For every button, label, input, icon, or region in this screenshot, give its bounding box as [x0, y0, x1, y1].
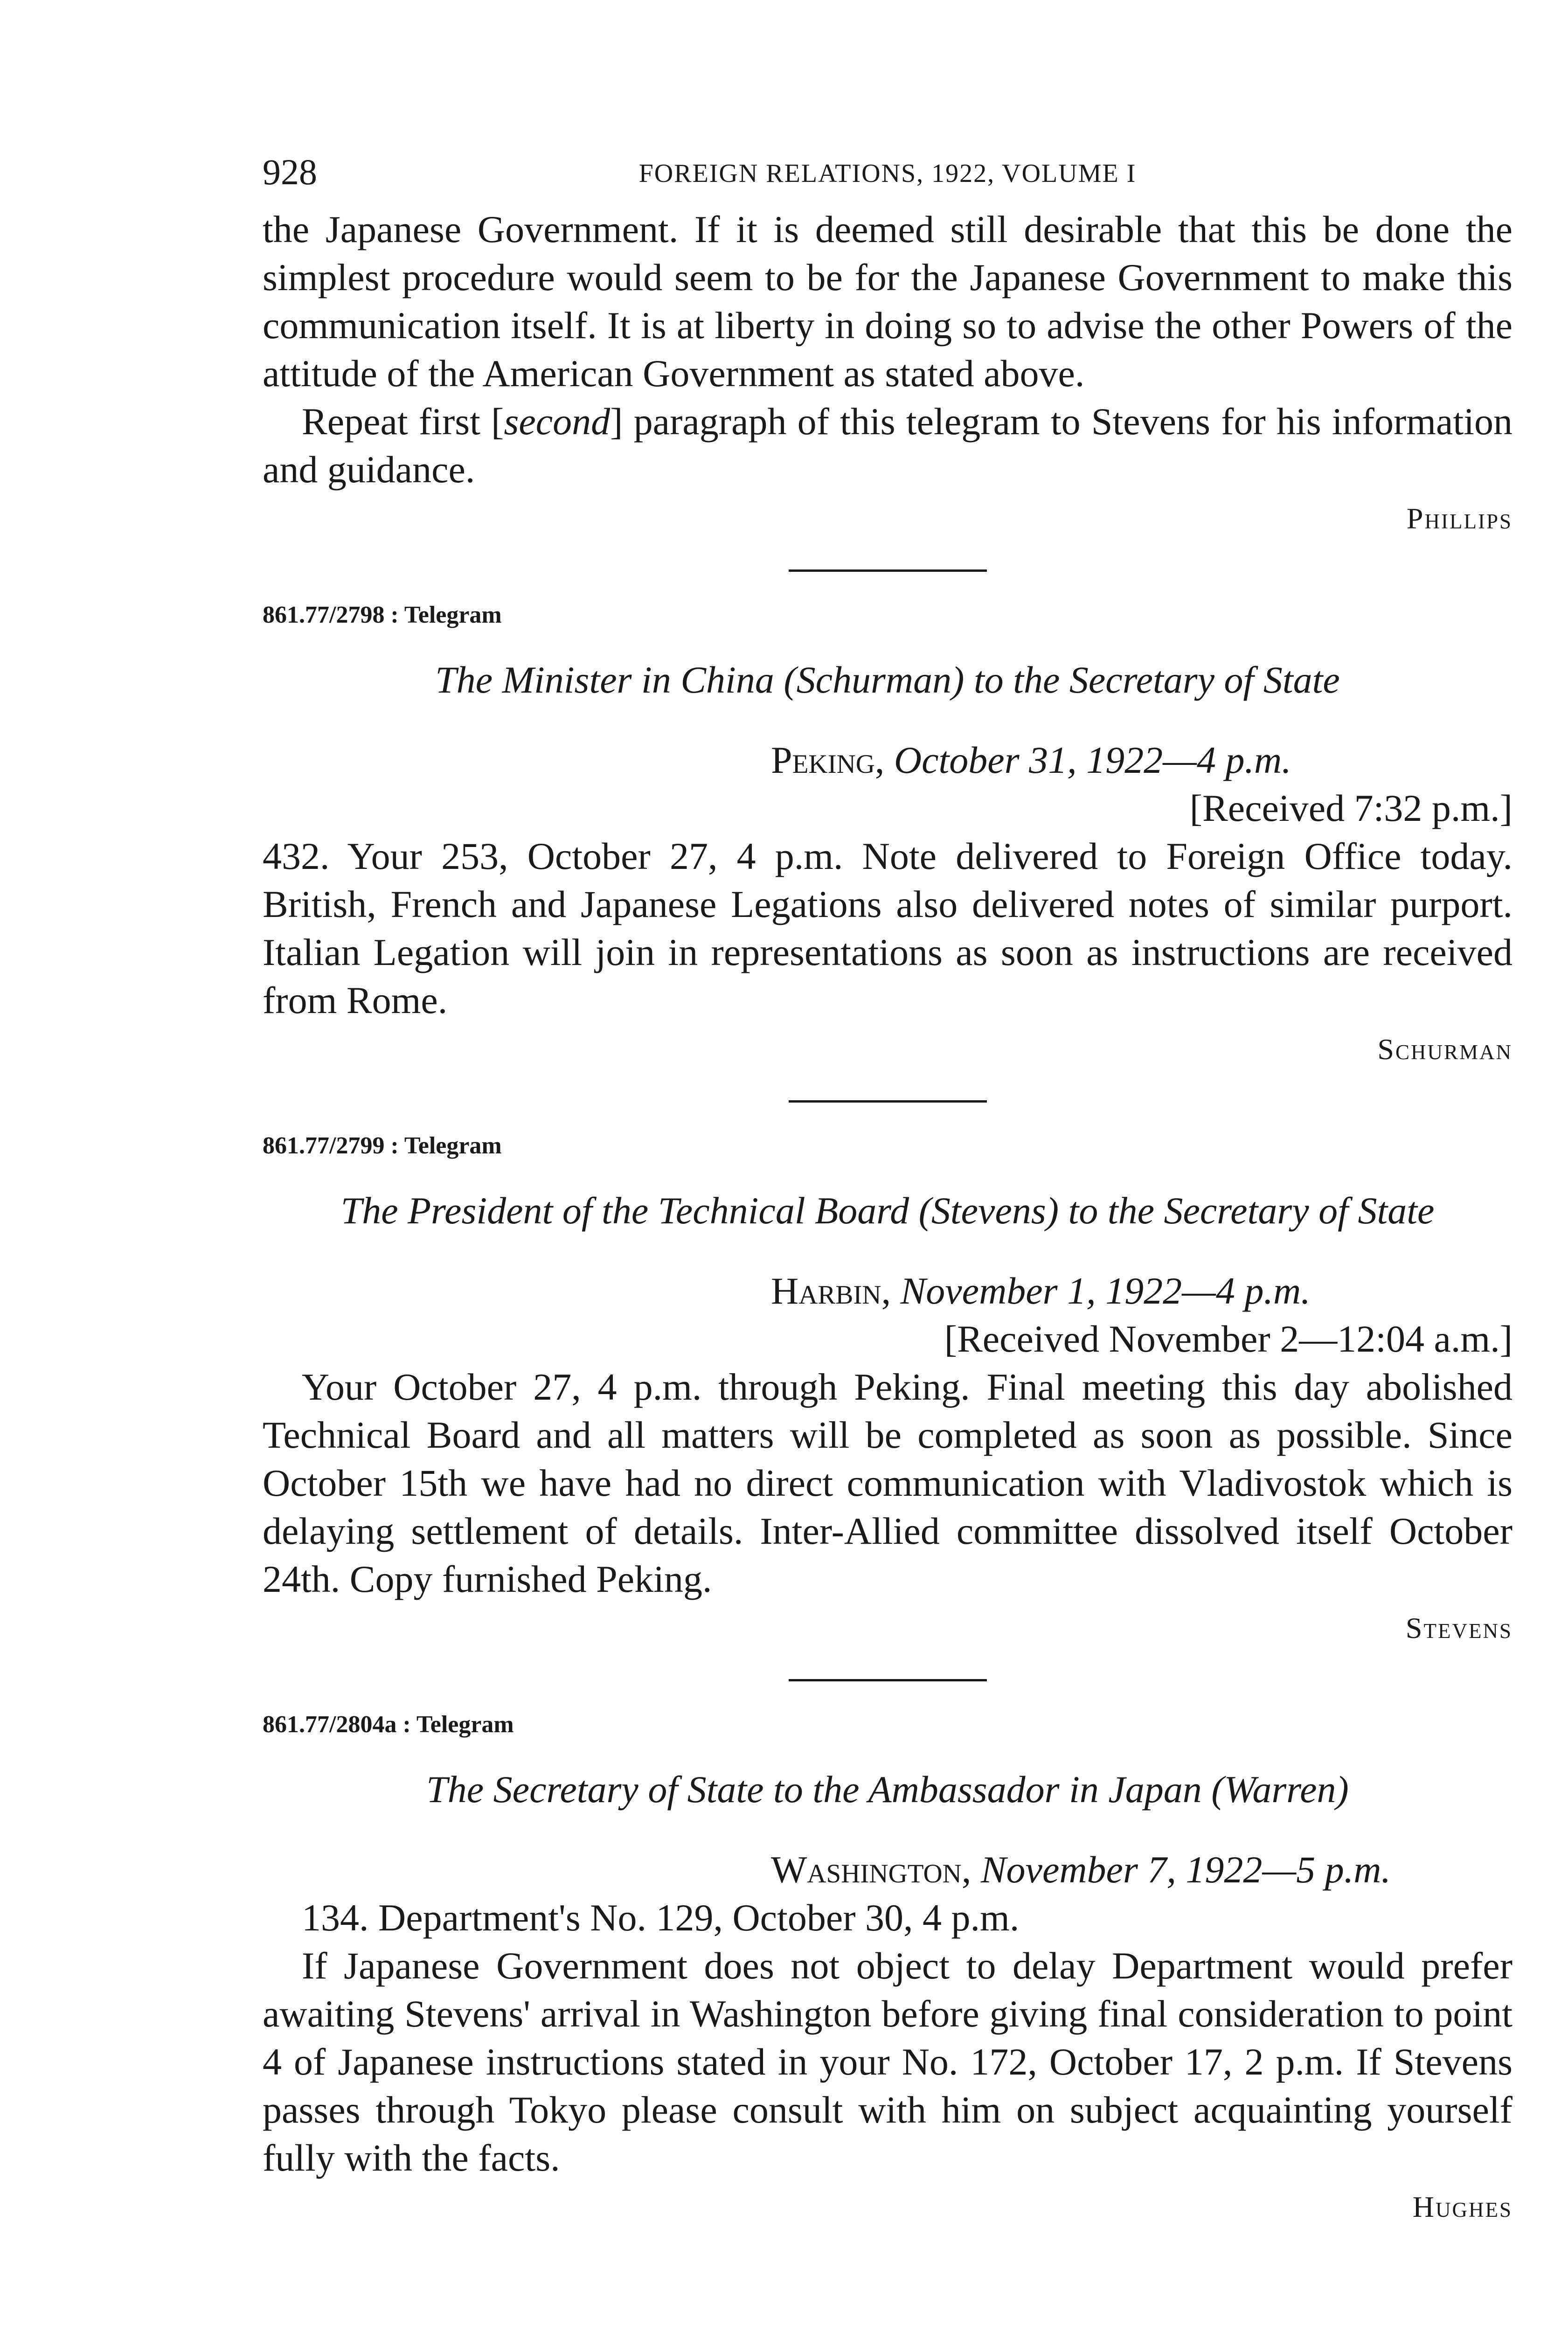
telegram-body: If Japanese Government does not object to delay Department would prefer awaiting Stevens' arrival in Washington before giving final consideration to point 4 of Japanese instructions stated in your No. 172, October 17, 2 p.m. If Stevens passes through Tokyo please consult with him on subject acquainting yourself fully with the facts. — [263, 1944, 1512, 2179]
section-divider — [789, 569, 987, 572]
document-page — [263, 154, 1512, 2231]
dateline — [263, 1846, 1512, 1894]
document-title: The Minister in China (Schurman) to the Secretary of State — [435, 659, 1340, 701]
page-header — [263, 154, 1512, 205]
document-title: The President of the Technical Board (Stevens) to the Secretary of State — [340, 1189, 1435, 1232]
editorial-insertion: second — [504, 400, 611, 443]
document-title: The Secretary of State to the Ambassador in Japan (Warren) — [426, 1768, 1349, 1811]
dateline-date: October 31, 1922—4 p.m. — [894, 739, 1291, 781]
file-reference: 861.77/2799 : Telegram — [263, 1132, 502, 1159]
signature-stevens: Stevens — [1405, 1611, 1512, 1645]
received-note: [Received November 2—12:04 a.m.] — [944, 1318, 1512, 1360]
signature-schurman: Schurman — [1377, 1033, 1512, 1066]
paragraph-text-after: ] paragraph of this telegram to Stevens for his information and guidance. — [263, 400, 1513, 491]
dateline-date: November 7, 1922—5 p.m. — [980, 1848, 1391, 1891]
document-phillips — [263, 205, 1512, 542]
telegram-body: Your October 27, 4 p.m. through Peking. Final meeting this day abolished Technical Board and all matters will be completed as soon as possible. Since October 15th we have had no direct communication with Vladivostok which is delaying settlement of details. Inter-Allied committee dissolved itself October 24th. Copy furnished Peking. — [263, 1366, 1512, 1600]
document-stevens — [263, 1130, 1512, 1652]
telegram-body: 432. Your 253, October 27, 4 p.m. Note delivered to Foreign Office today. British, French and Japanese Legations also delivered notes of similar purport. Italian Legation will join in representations as soon as instructions are received from Rome. — [263, 835, 1512, 1021]
dateline-place: Peking, — [771, 739, 885, 781]
running-head: FOREIGN RELATIONS, 1922, VOLUME I — [638, 159, 1137, 188]
telegram-body-reference: 134. Department's No. 129, October 30, 4 p.m. — [302, 1896, 1020, 1939]
document-hughes — [263, 1708, 1512, 2231]
document-schurman — [263, 599, 1512, 1073]
paragraph-repeat-instruction — [263, 397, 1512, 493]
signature-hughes: Hughes — [1412, 2190, 1512, 2223]
section-divider — [789, 1100, 987, 1103]
signature-phillips: Phillips — [1406, 502, 1512, 535]
page-number: 928 — [263, 152, 317, 192]
received-note: [Received 7:32 p.m.] — [1189, 787, 1512, 829]
dateline — [263, 1267, 1512, 1315]
dateline — [263, 736, 1512, 784]
file-reference: 861.77/2804a : Telegram — [263, 1711, 514, 1738]
paragraph-text-before: Repeat first [ — [302, 400, 504, 443]
paragraph-continuation: the Japanese Government. If it is deemed still desirable that this be done the simplest procedure would seem to be for the Japanese Government to make this communication itself. It is at liberty in doing so to advise the other Powers of the attitude of the American Government as stated above. — [263, 208, 1512, 395]
section-divider — [789, 1679, 987, 1681]
dateline-place: Harbin, — [771, 1270, 891, 1312]
dateline-date: November 1, 1922—4 p.m. — [900, 1270, 1311, 1312]
dateline-place: Washington, — [771, 1848, 971, 1891]
file-reference: 861.77/2798 : Telegram — [263, 602, 502, 628]
